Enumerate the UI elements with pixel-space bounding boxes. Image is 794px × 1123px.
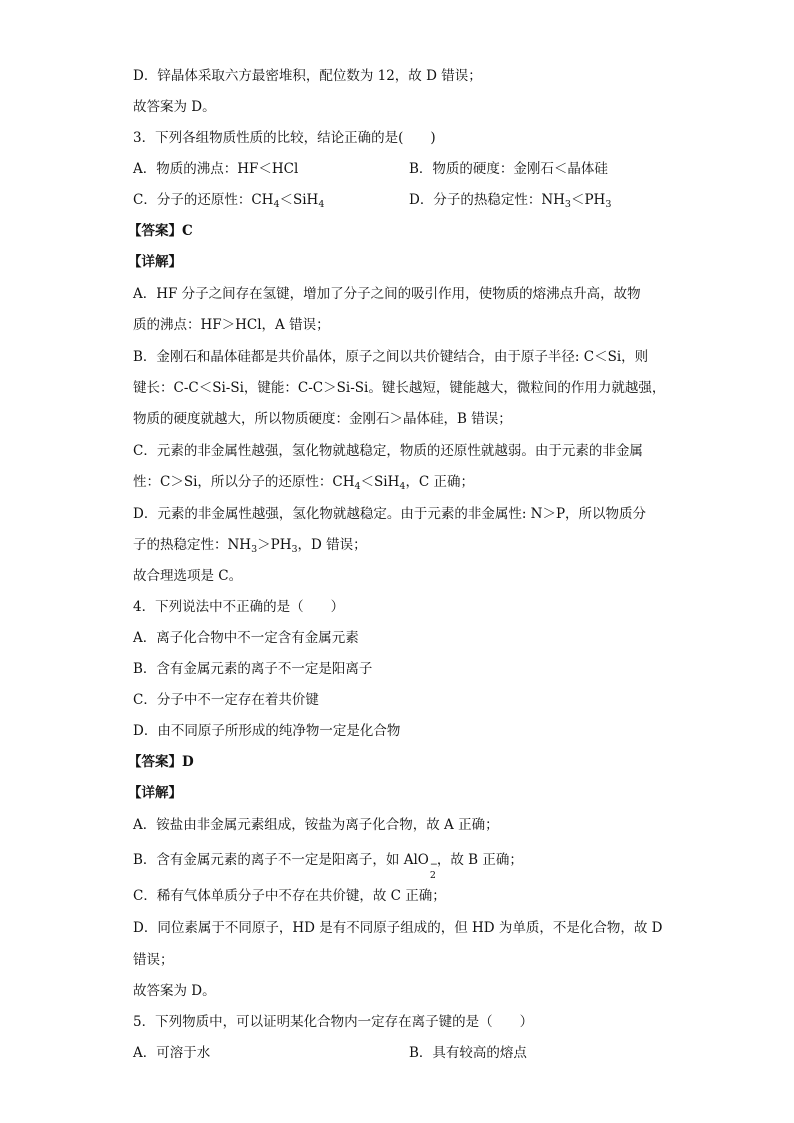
- option-c: C．分子的还原性：$CH_4<SiH_4$: [133, 192, 325, 210]
- option-a: A．可溶于水: [133, 1045, 211, 1061]
- question-5-stem: 5．下列物质中，可以证明某化合物内一定存在离子键的是（ ）: [133, 1014, 534, 1030]
- question-5-options-ab: [133, 1043, 673, 1063]
- option-d: D．由不同原子所形成的纯净物一定是化合物: [133, 723, 401, 739]
- detail-label: 【详解】: [128, 785, 182, 801]
- question-3-stem: 3．下列各组物质性质的比较，结论正确的是( ): [133, 130, 436, 146]
- explanation-line: 键长：C-C＜Si-Si，键能：C-C＞Si-Si。键长越短，键能越大，微粒间的作用力就越强，: [133, 380, 666, 396]
- question-3-options-cd: [133, 190, 673, 212]
- question-4-stem: 4．下列说法中不正确的是（ ）: [133, 599, 345, 615]
- explanation-line: 错误；: [133, 952, 174, 968]
- option-a: A．离子化合物中不一定含有金属元素: [133, 630, 359, 646]
- option-b: B．物质的硬度：金刚石＜晶体硅: [409, 161, 608, 177]
- text-line: 故答案为 D。: [133, 99, 216, 115]
- option-c: C．分子中不一定存在着共价键: [133, 692, 319, 708]
- explanation-line: 质的沸点：HF＞HCl，A 错误；: [133, 317, 330, 333]
- explanation-line: A．铵盐由非金属元素组成，铵盐为离子化合物，故 A 正确；: [133, 817, 499, 833]
- explanation-line: D．元素的非金属性越强，氢化物就越稳定。由于元素的非金属性: N＞P，所以物质分: [133, 506, 647, 522]
- option-d: D．分子的热稳定性：$NH_3<PH_3$: [409, 192, 612, 210]
- detail-label: 【详解】: [128, 254, 182, 270]
- explanation-line: A．HF 分子之间存在氢键，增加了分子之间的吸引作用，使物质的熔沸点升高，故物: [133, 286, 641, 302]
- answer-label: 【答案】D: [128, 754, 194, 770]
- question-3-options-ab: [133, 159, 673, 179]
- explanation-line: C．元素的非金属性越强，氢化物就越稳定，物质的还原性就越弱。由于元素的非金属: [133, 443, 643, 459]
- explanation-line: D．同位素属于不同原子，HD 是有不同原子组成的，但 HD 为单质，不是化合物，故 D: [133, 920, 663, 936]
- conclusion-line: 故答案为 D。: [133, 983, 216, 999]
- explanation-line: 物质的硬度就越大，所以物质硬度：金刚石＞晶体硅，B 错误；: [133, 411, 512, 427]
- explanation-line: B．含有金属元素的离子不一定是阳离子，如 AlO − 2 ，故 B 正确；: [133, 852, 523, 881]
- explanation-line: B．金刚石和晶体硅都是共价晶体，原子之间以共价键结合，由于原子半径: C＜Si，则: [133, 349, 649, 365]
- explanation-line: 性：C＞Si，所以分子的还原性：$CH_4<SiH_4$，C 正确；: [133, 474, 475, 492]
- answer-label: 【答案】C: [128, 223, 193, 239]
- conclusion-line: 故合理选项是 C。: [133, 568, 243, 584]
- option-b: B．含有金属元素的离子不一定是阳离子: [133, 661, 373, 677]
- explanation-line: 子的热稳定性：$NH_3>PH_3$，D 错误；: [133, 537, 367, 555]
- option-a: A．物质的沸点：HF＜HCl: [133, 161, 299, 177]
- text-line: D．锌晶体采取六方最密堆积，配位数为 12，故 D 错误；: [133, 68, 482, 84]
- option-b: B．具有较高的熔点: [409, 1045, 527, 1061]
- explanation-line: C．稀有气体单质分子中不存在共价键，故 C 正确；: [133, 888, 446, 904]
